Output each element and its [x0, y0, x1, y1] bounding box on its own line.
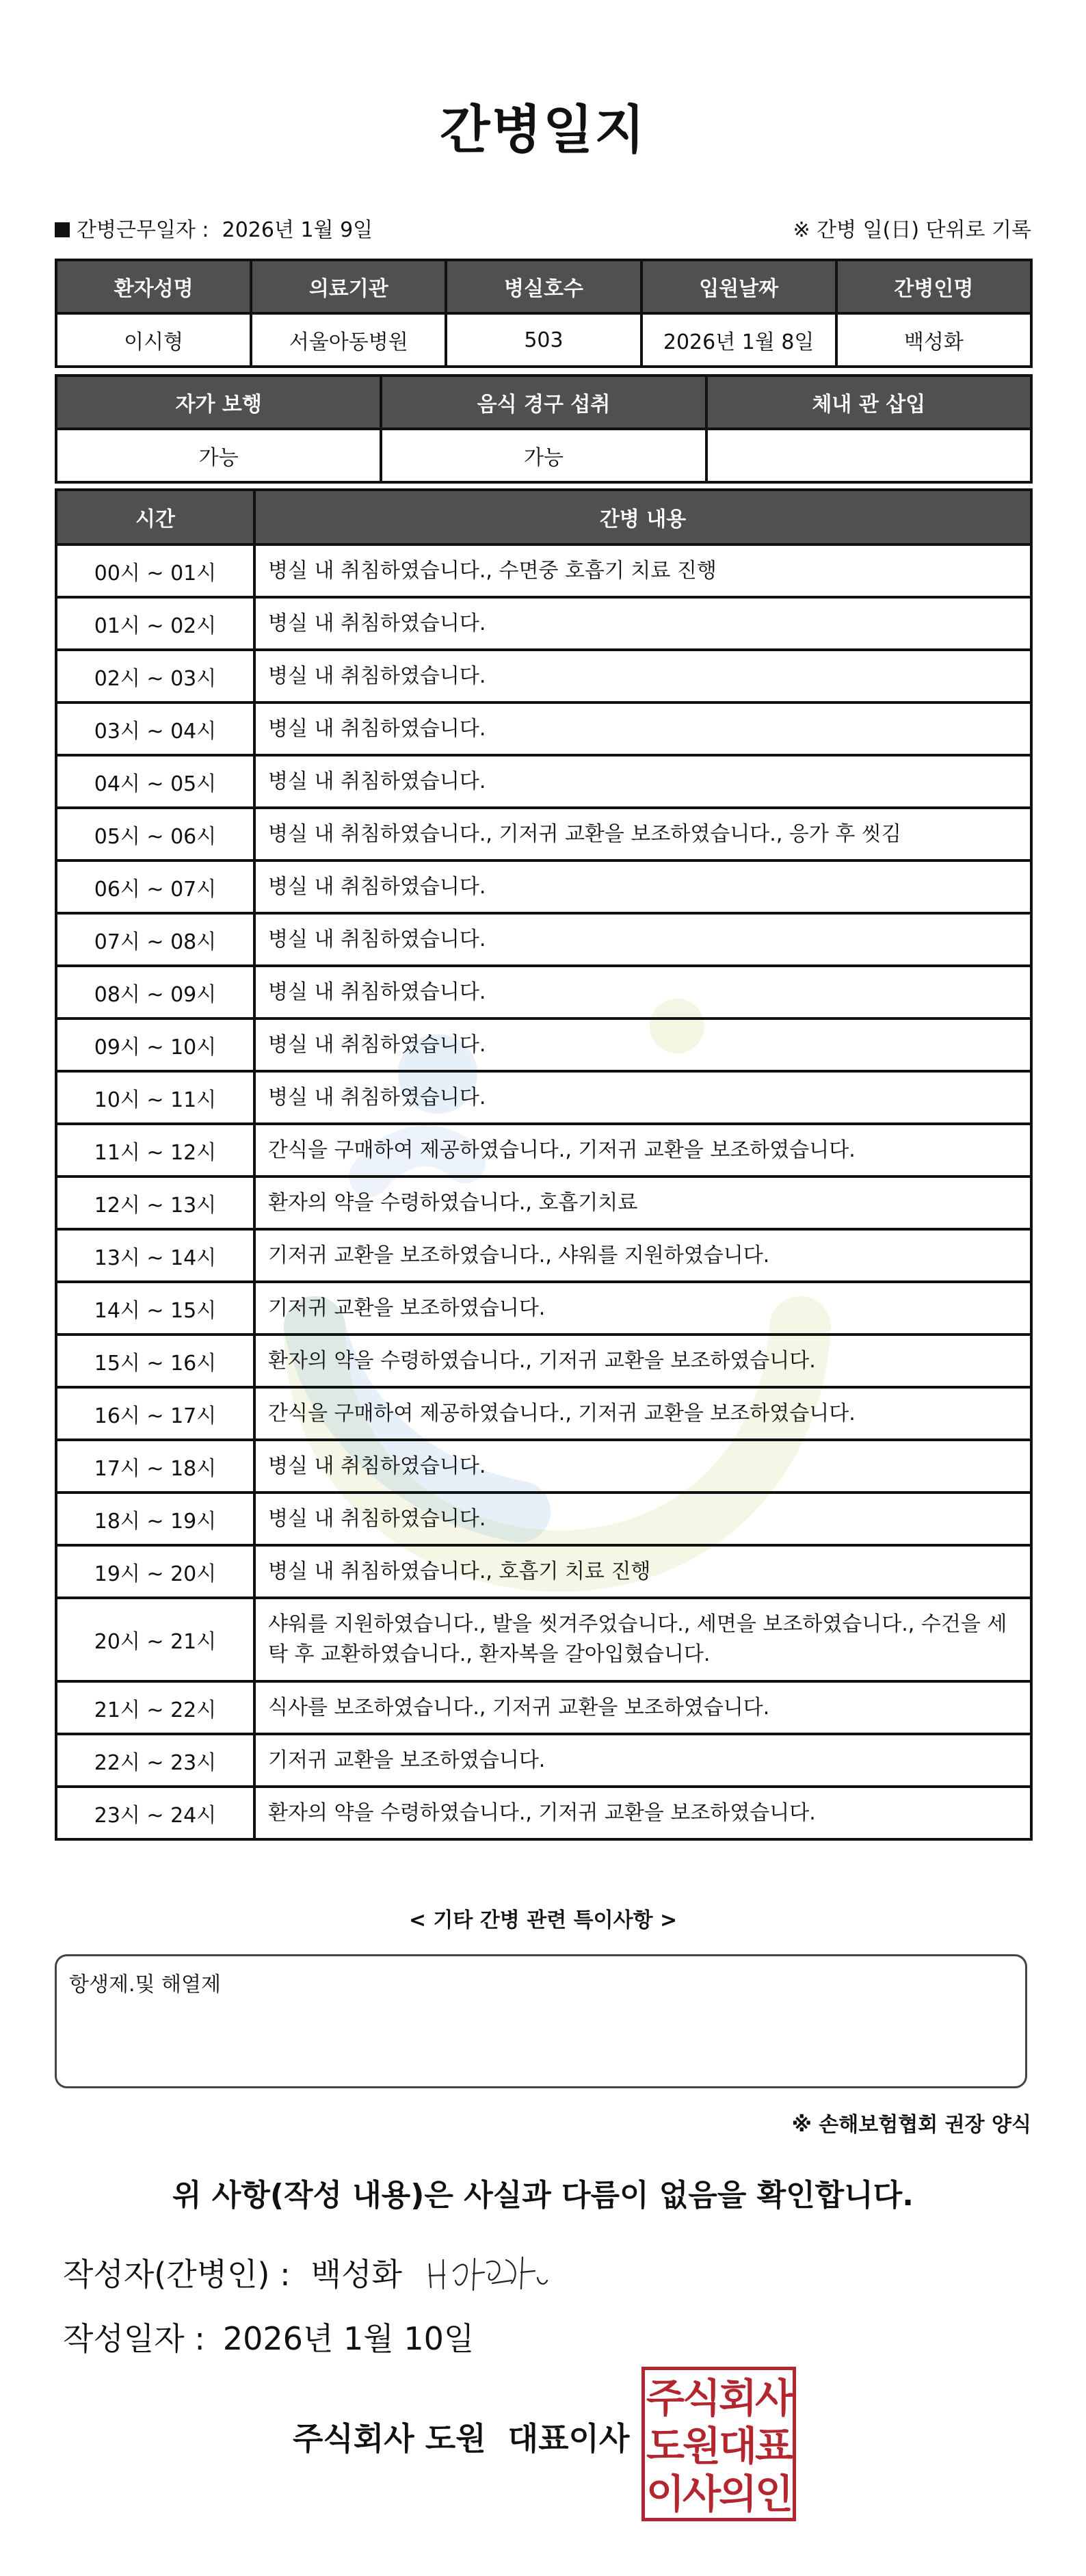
log-time: 05시 ~ 06시: [56, 808, 254, 860]
written-date-value: 2026년 1월 10일: [222, 2320, 475, 2357]
log-time: 12시 ~ 13시: [56, 1177, 254, 1229]
header-tube-insertion: 체내 관 삽입: [706, 376, 1031, 429]
table-row: [56, 1387, 1031, 1440]
table-row: [56, 1124, 1031, 1177]
log-content: 병실 내 취침하였습니다.: [254, 1018, 1031, 1071]
seal-line-3: 이사의인: [646, 2471, 792, 2517]
log-content: 병실 내 취침하였습니다.: [254, 966, 1031, 1018]
header-care-content: 간병 내용: [254, 490, 1031, 544]
log-time: 22시 ~ 23시: [56, 1734, 254, 1787]
square-bullet-icon: [55, 222, 70, 237]
log-content: 간식을 구매하여 제공하였습니다., 기저귀 교환을 보조하였습니다.: [254, 1124, 1031, 1177]
log-content: 병실 내 취침하였습니다.: [254, 1071, 1031, 1124]
table-header-row: [56, 260, 1031, 313]
table-row: [56, 313, 1031, 367]
table-row: [56, 1681, 1031, 1734]
self-walking-value: 가능: [56, 429, 381, 482]
table-row: [56, 755, 1031, 808]
table-row: [56, 1440, 1031, 1493]
log-time: 10시 ~ 11시: [56, 1071, 254, 1124]
notes-title: < 기타 간병 관련 특이사항 >: [408, 1908, 678, 1932]
log-content: 병실 내 취침하였습니다., 수면중 호흡기 치료 진행: [254, 544, 1031, 597]
log-time: 08시 ~ 09시: [56, 966, 254, 1018]
log-content: 간식을 구매하여 제공하였습니다., 기저귀 교환을 보조하였습니다.: [254, 1387, 1031, 1440]
log-content: 병실 내 취침하였습니다., 호흡기 치료 진행: [254, 1545, 1031, 1598]
writer-line: [63, 2252, 402, 2297]
log-content: 병실 내 취침하였습니다.: [254, 650, 1031, 702]
seal-line-2: 도원대표: [646, 2423, 792, 2469]
log-time: 15시 ~ 16시: [56, 1335, 254, 1387]
log-content: 병실 내 취침하였습니다.: [254, 1440, 1031, 1493]
table-row: [56, 808, 1031, 860]
oral-intake-value: 가능: [381, 429, 706, 482]
work-date-value: 2026년 1월 9일: [222, 218, 373, 242]
header-self-walking: 자가 보행: [56, 376, 381, 429]
table-row: [56, 1545, 1031, 1598]
table-header-row: [56, 490, 1031, 544]
writer-name: 백성화: [310, 2256, 402, 2293]
table-row: [56, 597, 1031, 650]
log-time: 11시 ~ 12시: [56, 1124, 254, 1177]
log-time: 01시 ~ 02시: [56, 597, 254, 650]
page-title: 간병일지: [440, 99, 646, 160]
log-content: 병실 내 취침하였습니다.: [254, 597, 1031, 650]
hospital-name: 서울아동병원: [251, 313, 446, 367]
company-representative: 주식회사 도원 대표이사: [293, 2420, 630, 2457]
log-time: 14시 ~ 15시: [56, 1282, 254, 1335]
table-row: [56, 1177, 1031, 1229]
table-row: [56, 544, 1031, 597]
tube-insertion-value: [706, 429, 1031, 482]
table-header-row: [56, 376, 1031, 429]
log-time: 09시 ~ 10시: [56, 1018, 254, 1071]
care-log-table: [55, 488, 1033, 1841]
table-row: [56, 1229, 1031, 1282]
log-time: 20시 ~ 21시: [56, 1598, 254, 1681]
log-content: 병실 내 취침하였습니다.: [254, 755, 1031, 808]
header-oral-intake: 음식 경구 섭취: [381, 376, 706, 429]
log-content: 병실 내 취침하였습니다.: [254, 860, 1031, 913]
log-time: 07시 ~ 08시: [56, 913, 254, 966]
log-time: 23시 ~ 24시: [56, 1787, 254, 1839]
log-time: 18시 ~ 19시: [56, 1493, 254, 1545]
log-content: 식사를 보조하였습니다., 기저귀 교환을 보조하였습니다.: [254, 1681, 1031, 1734]
patient-info-table: [55, 259, 1033, 368]
log-content: 병실 내 취침하였습니다.: [254, 913, 1031, 966]
table-row: [56, 650, 1031, 702]
table-row: [56, 1787, 1031, 1839]
log-time: 02시 ~ 03시: [56, 650, 254, 702]
care-log-body: [56, 544, 1031, 1839]
log-time: 06시 ~ 07시: [56, 860, 254, 913]
log-time: 19시 ~ 20시: [56, 1545, 254, 1598]
table-row: [56, 1493, 1031, 1545]
writer-label: 작성자(간병인) :: [63, 2256, 291, 2293]
notes-box: 항생제.및 해열제: [55, 1954, 1027, 2088]
log-content: 환자의 약을 수령하였습니다., 기저귀 교환을 보조하였습니다.: [254, 1787, 1031, 1839]
table-row: [56, 702, 1031, 755]
table-row: [56, 1598, 1031, 1681]
work-date-label: 간병근무일자 :: [77, 218, 209, 242]
caregiver-name: 백성화: [836, 313, 1031, 367]
header-caregiver: 간병인명: [836, 260, 1031, 313]
log-time: 16시 ~ 17시: [56, 1387, 254, 1440]
seal-line-1: 주식회사: [646, 2375, 792, 2421]
log-time: 00시 ~ 01시: [56, 544, 254, 597]
log-time: 21시 ~ 22시: [56, 1681, 254, 1734]
written-date-label: 작성일자 :: [63, 2320, 205, 2357]
table-row: [56, 1071, 1031, 1124]
log-time: 13시 ~ 14시: [56, 1229, 254, 1282]
table-row: [56, 913, 1031, 966]
log-content: 병실 내 취침하였습니다.: [254, 1493, 1031, 1545]
log-content: 샤워를 지원하였습니다., 발을 씻겨주었습니다., 세면을 보조하였습니다., 수건을 세탁 후 교환하였습니다., 환자복을 갈아입혔습니다.: [254, 1598, 1031, 1681]
patient-name: 이시형: [56, 313, 251, 367]
log-time: 03시 ~ 04시: [56, 702, 254, 755]
unit-note: ※ 간병 일(日) 단위로 기록: [793, 218, 1031, 242]
log-content: 환자의 약을 수령하였습니다., 호흡기치료: [254, 1177, 1031, 1229]
table-row: [56, 966, 1031, 1018]
patient-status-table: [55, 374, 1033, 484]
handwritten-signature: [416, 2245, 553, 2300]
log-time: 17시 ~ 18시: [56, 1440, 254, 1493]
log-content: 기저귀 교환을 보조하였습니다.: [254, 1282, 1031, 1335]
room-number: 503: [446, 313, 641, 367]
log-content: 환자의 약을 수령하였습니다., 기저귀 교환을 보조하였습니다.: [254, 1335, 1031, 1387]
header-room: 병실호수: [446, 260, 641, 313]
header-time: 시간: [56, 490, 254, 544]
confirmation-statement: 위 사항(작성 내용)은 사실과 다름이 없음을 확인합니다.: [172, 2178, 914, 2213]
log-content: 기저귀 교환을 보조하였습니다., 샤워를 지원하였습니다.: [254, 1229, 1031, 1282]
table-row: [56, 1734, 1031, 1787]
table-row: [56, 1018, 1031, 1071]
meta-row: [55, 213, 1031, 248]
log-content: 병실 내 취침하였습니다.: [254, 702, 1031, 755]
written-date-line: [63, 2316, 474, 2361]
header-admission-date: 입원날짜: [641, 260, 836, 313]
admission-date: 2026년 1월 8일: [641, 313, 836, 367]
header-hospital: 의료기관: [251, 260, 446, 313]
table-row: [56, 1282, 1031, 1335]
header-patient-name: 환자성명: [56, 260, 251, 313]
company-seal: [641, 2367, 796, 2521]
table-row: [56, 429, 1031, 482]
log-content: 기저귀 교환을 보조하였습니다.: [254, 1734, 1031, 1787]
work-date: [55, 213, 373, 248]
table-row: [56, 1335, 1031, 1387]
form-note: ※ 손해보험협회 권장 양식: [791, 2113, 1031, 2137]
log-time: 04시 ~ 05시: [56, 755, 254, 808]
log-content: 병실 내 취침하였습니다., 기저귀 교환을 보조하였습니다., 응가 후 씻김: [254, 808, 1031, 860]
table-row: [56, 860, 1031, 913]
